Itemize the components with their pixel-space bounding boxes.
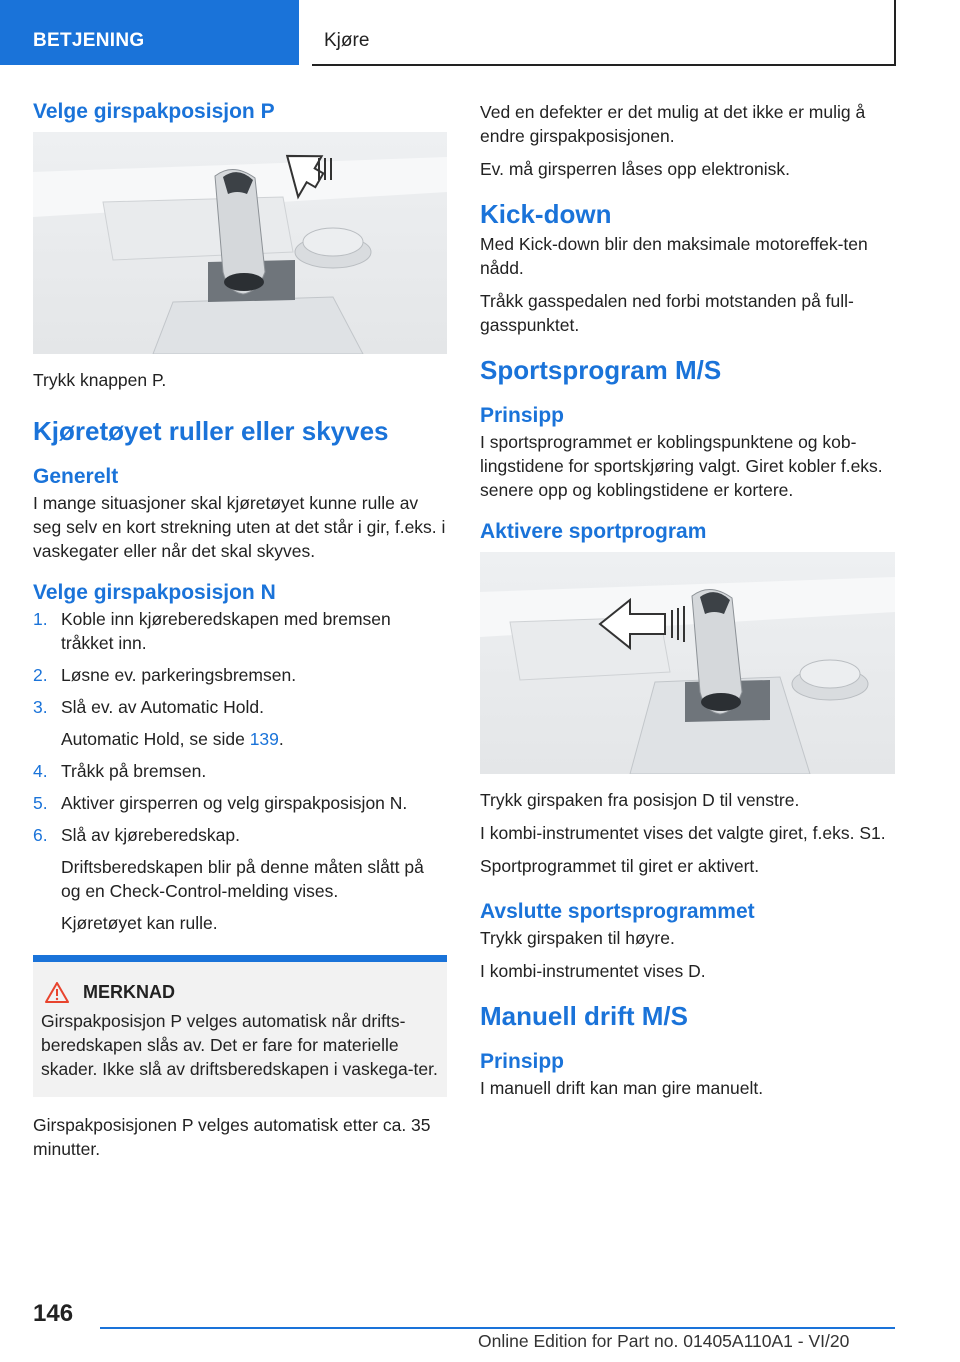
edition-text: Online Edition for Part no. 01405A110A1 - VI/20 [478, 1331, 850, 1351]
heading-activate-sport: Aktivere sportprogram [480, 520, 707, 543]
notice-box [33, 955, 447, 1097]
footer-divider [100, 1327, 895, 1329]
heading-select-p: Velge girspakposisjon P [33, 100, 275, 123]
text-defect: Ved en defekter er det mulig at det ikke er mulig å endre girspakposisjonen. [480, 102, 866, 146]
text-general: I mange situasjoner skal kjøretøyet kunne rulle av seg selv en kort strekning uten at det står i gir, f.eks. i vaskegater eller når det skal skyves. [33, 493, 446, 561]
text-unlock: Ev. må girsperren låses opp elektronisk. [480, 159, 790, 179]
list-item: 4. Tråkk på bremsen. [33, 761, 207, 781]
header-section-tab [0, 0, 299, 65]
notice-text: Girspakposisjon P velges automatisk når drifts-beredskapen slås av. Det er fare for materielle skader. Ikke slå av driftsberedskapen i vaskega-ter. [41, 1011, 438, 1079]
text-kick-2: Tråkk gasspedalen ned forbi motstanden på full-gasspunktet. [480, 291, 854, 335]
heading-general: Generelt [33, 465, 119, 488]
text-manual: I manuell drift kan man gire manuelt. [480, 1078, 764, 1098]
list-item: 5. Aktiver girsperren og velg girspakposisjon N. [33, 793, 408, 813]
text-end-2: I kombi-instrumentet vises D. [480, 961, 706, 981]
warning-triangle-icon [45, 982, 69, 1003]
heading-principle: Prinsipp [480, 404, 565, 427]
right-column [480, 100, 895, 1109]
text-activate-2: I kombi-instrumentet vises det valgte giret, f.eks. S1. [480, 823, 886, 843]
list-item: 1. Koble inn kjøreberedskapen med bremsen tråkket inn. [33, 609, 391, 653]
section-title: BETJENING [33, 30, 145, 51]
text-activate-1: Trykk girspaken fra posisjon D til venstre. [480, 790, 800, 810]
page-link-139[interactable]: 139 [249, 729, 279, 749]
text-press-p: Trykk knappen P. [33, 370, 167, 390]
text-auto-p: Girspakposisjonen P velges automatisk etter ca. 35 minutter. [33, 1115, 431, 1159]
heading-manual-mode: Manuell drift M/S [480, 1001, 688, 1031]
text-end-1: Trykk girspaken til høyre. [480, 928, 675, 948]
heading-end-sport: Avslutte sportsprogrammet [480, 900, 755, 923]
list-item: 2. Løsne ev. parkeringsbremsen. [33, 665, 297, 685]
steps-list [33, 607, 447, 935]
heading-principle-2: Prinsipp [480, 1050, 565, 1073]
left-column [33, 100, 447, 1170]
heading-select-n: Velge girspakposisjon N [33, 581, 276, 604]
gear-lever-p-illustration [33, 132, 447, 354]
notice-title: MERKNAD [83, 982, 175, 1002]
text-principle: I sportsprogrammet er koblingspunktene og kob-lingstidene for sportskjøring valgt. Giret kobler f.eks. senere opp og koblingstidene er kortere. [480, 432, 883, 500]
header-chapter-tab [312, 0, 896, 66]
heading-vehicle-rolls: Kjøretøyet ruller eller skyves [33, 416, 389, 446]
text-activate-3: Sportprogrammet til giret er aktivert. [480, 856, 760, 876]
text-kick-1: Med Kick-down blir den maksimale motoreffek-ten nådd. [480, 234, 868, 278]
list-item: 6. Slå av kjøreberedskap. Driftsberedskapen blir på denne måten slått på og en Check-Control-melding vises. Kjøretøyet kan rulle. [33, 825, 424, 933]
chapter-title: Kjøre [324, 30, 370, 51]
list-item: 3. Slå ev. av Automatic Hold. Automatic Hold, se side 139. [33, 697, 284, 749]
page-number: 146 [33, 1300, 74, 1327]
heading-kick-down: Kick-down [480, 199, 612, 229]
gear-lever-sport-illustration [480, 552, 895, 774]
heading-sport-program: Sportsprogram M/S [480, 355, 722, 385]
